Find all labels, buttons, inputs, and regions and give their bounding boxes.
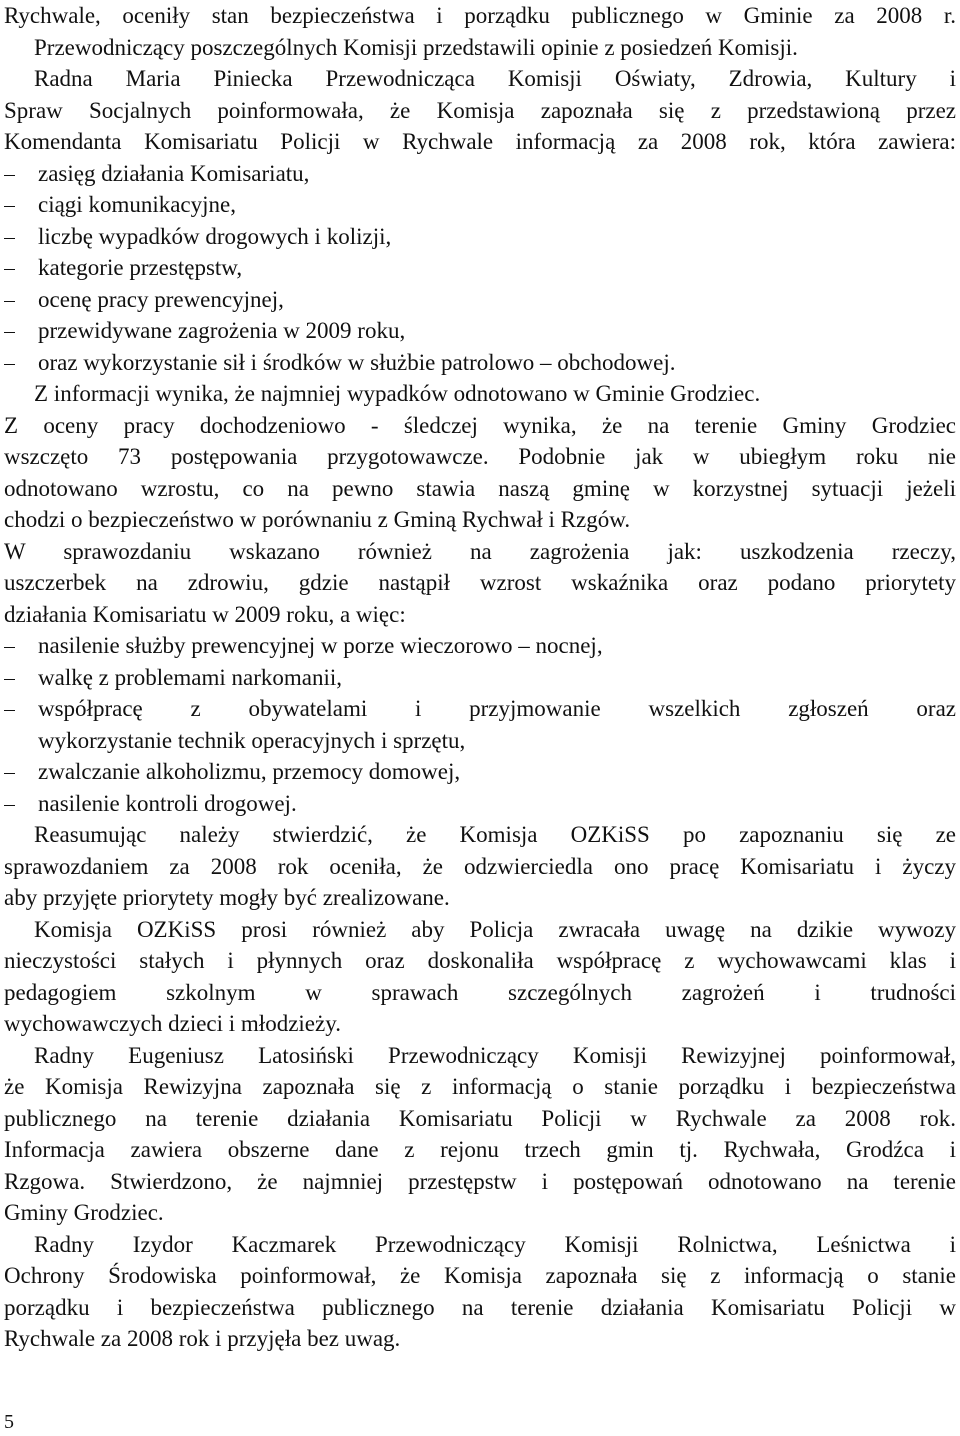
list-item-continuation: wykorzystanie technik operacyjnych i sprzętu, <box>38 727 466 753</box>
text-line: Ochrony Środowiska poinformował, że Komisja zapoznała się z informacją o stanie <box>4 1263 956 1288</box>
list-item: nasilenie służby prewencyjnej w porze wieczorowo – nocnej, <box>4 630 956 662</box>
text-line: publicznego na terenie działania Komisariatu Policji w Rychwale za 2008 rok. <box>4 1105 956 1131</box>
text-line: Rychwale, oceniły stan bezpieczeństwa i porządku publicznego w Gminie za 2008 r. <box>4 3 956 28</box>
text-line: wychowawczych dzieci i młodzieży. <box>4 1011 341 1036</box>
text-line: że Komisja Rewizyjna zapoznała się z informacją o stanie porządku i bezpieczeństwa <box>4 1074 956 1099</box>
list-item: współpracę z obywatelami i przyjmowanie wszelkich zgłoszeń oraz <box>4 693 956 725</box>
text-line: Informacja zawiera obszerne dane z rejonu trzech gmin tj. Rychwała, Grodźca i <box>4 1137 956 1162</box>
list-item: walkę z problemami narkomanii, <box>4 662 956 694</box>
text-line: nieczystości stałych i płynnych oraz doskonaliła współpracę z wychowawcami klas i <box>4 948 956 973</box>
text-line: Rzgowa. Stwierdzono, że najmniej przestępstw i postępowań odnotowano na terenie <box>4 1168 956 1194</box>
text-line: Rychwale za 2008 rok i przyjęła bez uwag. <box>4 1326 401 1351</box>
text-line: aby przyjęte priorytety mogły być zrealizowane. <box>4 885 450 910</box>
page-number: 5 <box>4 1411 14 1433</box>
text-line: porządku i bezpieczeństwa publicznego na terenie działania Komisariatu Policji w <box>4 1294 956 1320</box>
list-item: kategorie przestępstw, <box>4 252 956 284</box>
text-line: W sprawozdaniu wskazano również na zagrożenia jak: uszkodzenia rzeczy, <box>4 538 956 564</box>
text-line: Gminy Grodziec. <box>4 1200 164 1225</box>
text-line: Radny Izydor Kaczmarek Przewodniczący Komisji Rolnictwa, Leśnictwa i <box>34 1231 956 1257</box>
list-item: ciągi komunikacyjne, <box>4 189 956 221</box>
text-line: Radna Maria Piniecka Przewodnicząca Komisji Oświaty, Zdrowia, Kultury i <box>34 66 956 91</box>
text-line: sprawozdaniem za 2008 rok oceniła, że odzwierciedla ono pracę Komisariatu i życzy <box>4 853 956 879</box>
list-item: oraz wykorzystanie sił i środków w służbie patrolowo – obchodowej. <box>4 347 956 379</box>
text-line: Komendanta Komisariatu Policji w Rychwale informacją za 2008 rok, która zawiera: <box>4 129 956 154</box>
text-line: uszczerbek na zdrowiu, gdzie nastąpił wzrost wskaźnika oraz podano priorytety <box>4 570 956 595</box>
text-line: działania Komisariatu w 2009 roku, a więc: <box>4 601 406 627</box>
text-line: odnotowano wzrostu, co na pewno stawia naszą gminę w korzystnej sytuacji jeżeli <box>4 475 956 501</box>
text-line: Z oceny pracy dochodzeniowo - śledczej wynika, że na terenie Gminy Grodziec <box>4 412 956 438</box>
text-line: Spraw Socjalnych poinformowała, że Komisja zapoznała się z przedstawioną przez <box>4 97 956 123</box>
list-item: liczbę wypadków drogowych i kolizji, <box>4 221 956 253</box>
list-item: nasilenie kontroli drogowej. <box>4 788 956 820</box>
text-line: Przewodniczący poszczególnych Komisji przedstawili opinie z posiedzeń Komisji. <box>34 34 798 60</box>
list-item: zasięg działania Komisariatu, <box>4 158 956 190</box>
text-line: wszczęto 73 postępowania przygotowawcze. Podobnie jak w ubiegłym roku nie <box>4 444 956 469</box>
text-line: Z informacji wynika, że najmniej wypadków odnotowano w Gminie Grodziec. <box>34 381 761 406</box>
text-line: Radny Eugeniusz Latosiński Przewodniczący Komisji Rewizyjnej poinformował, <box>34 1042 956 1068</box>
list-item: przewidywane zagrożenia w 2009 roku, <box>4 315 956 347</box>
document-page <box>4 0 956 1355</box>
text-line: Reasumując należy stwierdzić, że Komisja OZKiSS po zapoznaniu się ze <box>34 822 956 847</box>
text-line: chodzi o bezpieczeństwo w porównaniu z Gminą Rychwał i Rzgów. <box>4 507 631 532</box>
list-item: ocenę pracy prewencyjnej, <box>4 284 956 316</box>
list-item: zwalczanie alkoholizmu, przemocy domowej, <box>4 756 956 788</box>
text-line: pedagogiem szkolnym w sprawach szczególnych zagrożeń i trudności <box>4 979 956 1005</box>
text-line: Komisja OZKiSS prosi również aby Policja zwracała uwagę na dzikie wywozy <box>34 916 956 942</box>
